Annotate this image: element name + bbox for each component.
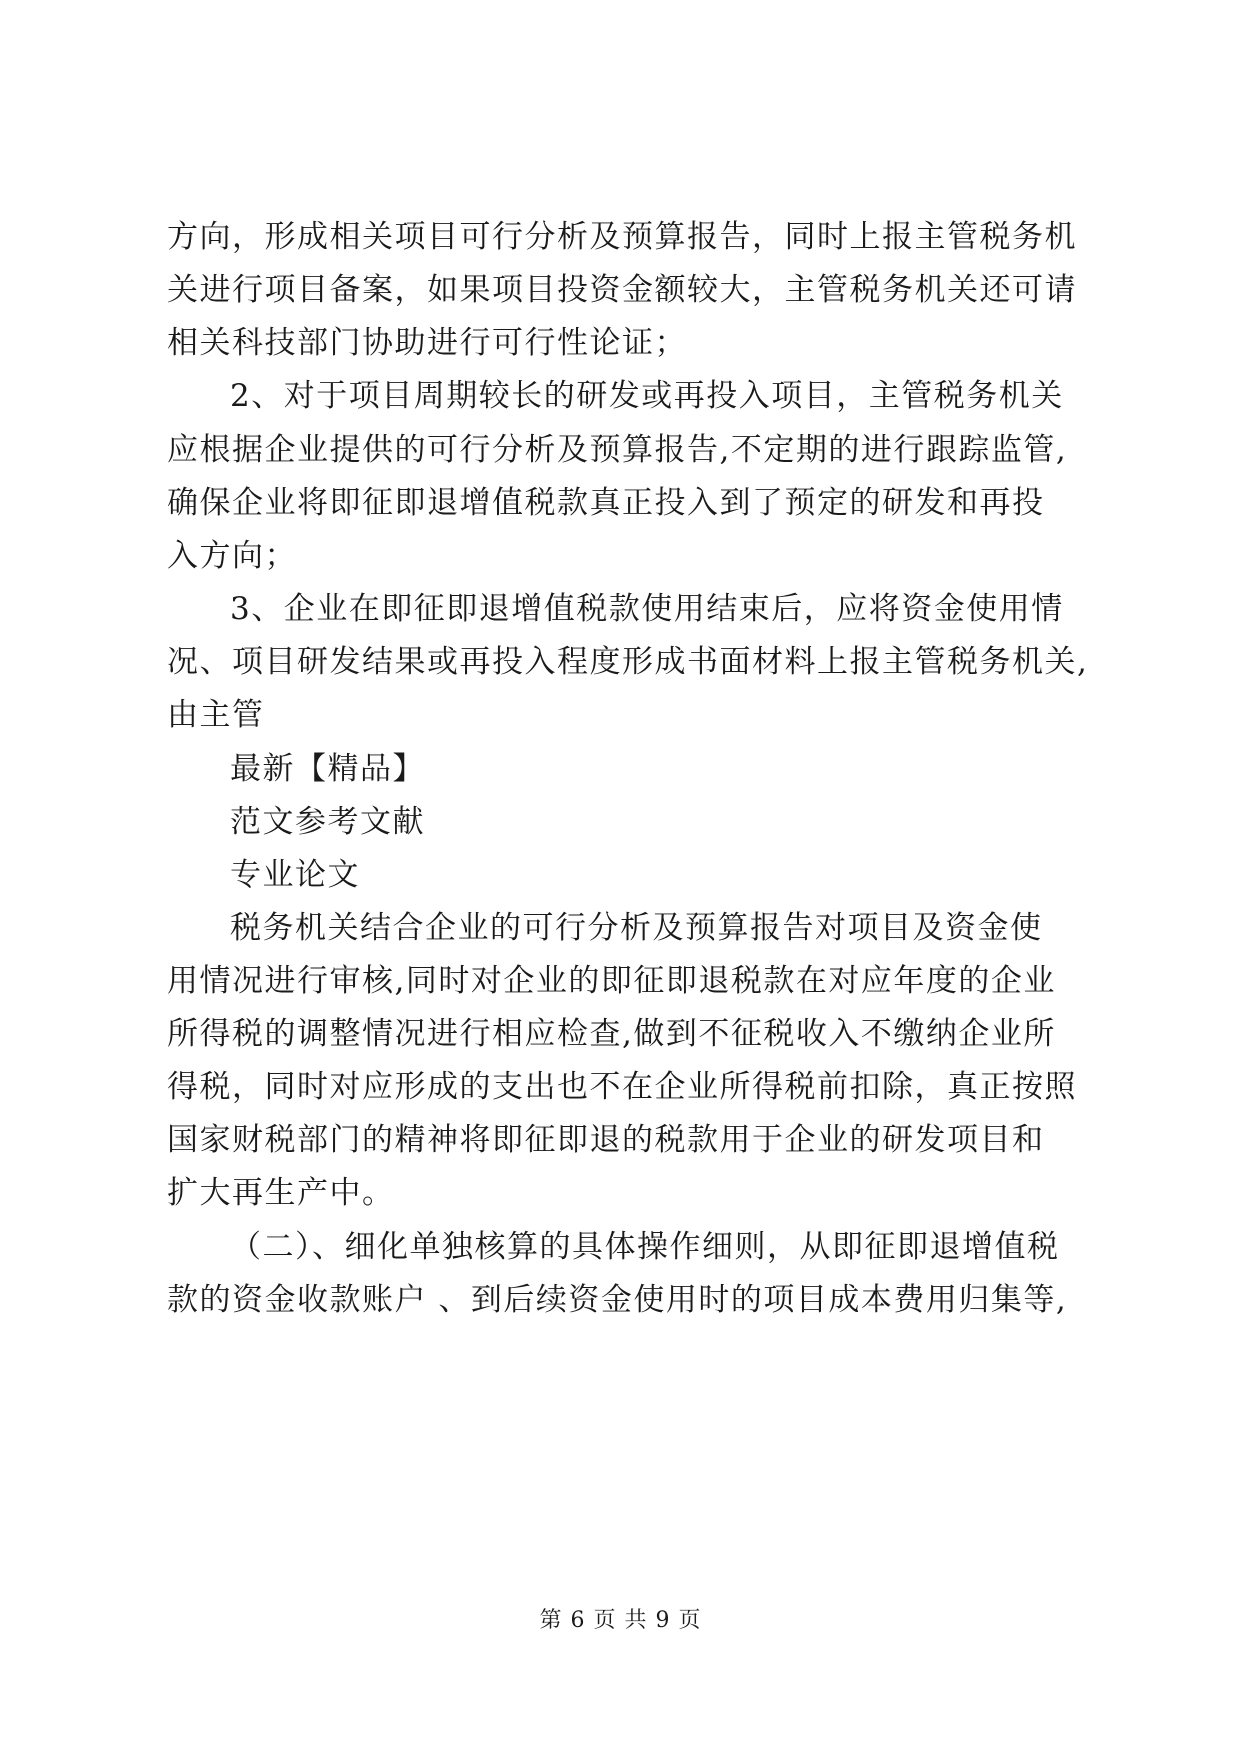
- body-text-line: 最新【精品】: [230, 751, 425, 787]
- body-text-line: 用情况进行审核,同时对企业的即征即退税款在对应年度的企业: [167, 963, 1056, 999]
- body-text-line: 方向，形成相关项目可行分析及预算报告，同时上报主管税务机: [167, 219, 1077, 255]
- body-text-line: 确保企业将即征即退增值税款真正投入到了预定的研发和再投: [167, 485, 1045, 521]
- body-text-line: 2、对于项目周期较长的研发或再投入项目，主管税务机关: [230, 378, 1064, 414]
- body-text-line: 由主管: [167, 697, 265, 733]
- body-text-line: 国家财税部门的精神将即征即退的税款用于企业的研发项目和: [167, 1122, 1045, 1158]
- body-text-line: 税务机关结合企业的可行分析及预算报告对项目及资金使: [230, 910, 1043, 946]
- body-text-line: 所得税的调整情况进行相应检查,做到不征税收入不缴纳企业所: [167, 1016, 1056, 1052]
- body-text-line: 款的资金收款账户 、到后续资金使用时的项目成本费用归集等,: [167, 1282, 1068, 1318]
- page-number-footer: 第 6 页 共 9 页: [539, 1608, 702, 1633]
- body-text-line: 范文参考文献: [230, 804, 425, 840]
- body-text-line: 入方向；: [167, 538, 297, 574]
- body-text-line: 扩大再生产中。: [167, 1175, 395, 1211]
- body-text-line: 应根据企业提供的可行分析及预算报告,不定期的进行跟踪监管,: [167, 432, 1068, 468]
- body-text-line: 关进行项目备案，如果项目投资金额较大，主管税务机关还可请: [167, 272, 1077, 308]
- body-text-line: 况、项目研发结果或再投入程度形成书面材料上报主管税务机关,: [167, 644, 1089, 680]
- body-text-line: 3、企业在即征即退增值税款使用结束后，应将资金使用情: [230, 591, 1064, 627]
- body-text-line: 得税，同时对应形成的支出也不在企业所得税前扣除，真正按照: [167, 1069, 1077, 1105]
- body-text-line: 专业论文: [230, 857, 360, 893]
- body-text-line: 相关科技部门协助进行可行性论证；: [167, 325, 687, 361]
- body-text-line: （二）、细化单独核算的具体操作细则，从即征即退增值税: [230, 1229, 1060, 1265]
